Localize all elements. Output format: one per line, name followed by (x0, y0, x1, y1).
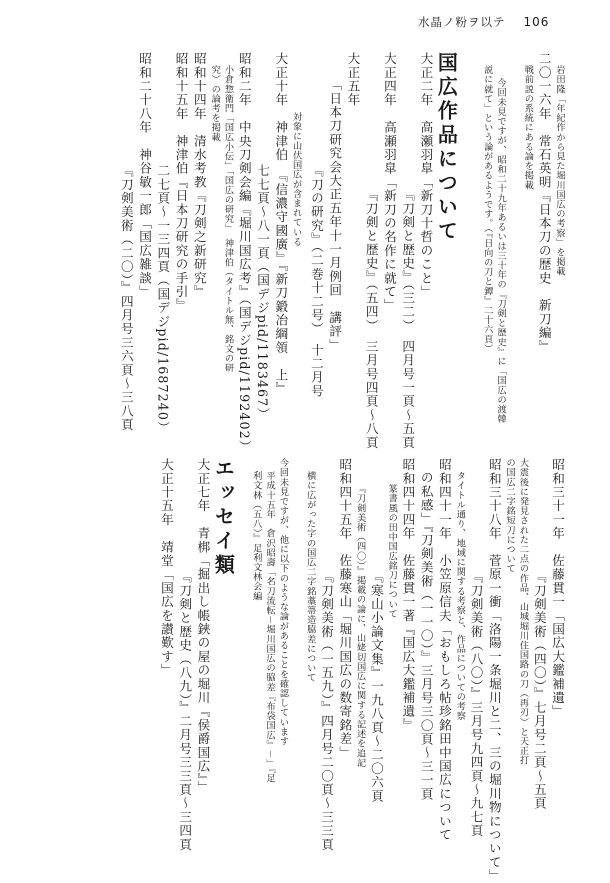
note-line: 利文林（五八）』足利文林会編 (250, 471, 262, 601)
text-line: 『刀剣と歴史』（三二） 四月号一頁～五頁 (400, 188, 416, 450)
note-line: 今回未見ですが、他に以下のような論があることを確認しています (277, 458, 289, 746)
text-line: 大正五年 (345, 52, 361, 107)
text-line: 「日本刀研究会大正五年十一月例回 講評」 (327, 78, 343, 352)
text-line: 大正十年 神津伯 『信濃守國廣』『新刀鍛冶綱領 上』 (273, 52, 289, 396)
section-heading: 国広作品について (434, 52, 459, 244)
text-line: 七七頁～八一頁（国デジpid/1183467） (255, 164, 271, 421)
note-line: 横に広がった字の国広二字銘藁箒造脇差について (304, 471, 316, 683)
page-number: 106 (523, 15, 550, 29)
text-line: 昭和三十一年 佐藤貫一「国広大鑑補遺」 (550, 458, 565, 719)
text-line: 『刀剣美術（二〇）』四月号三六頁～三八頁 (118, 164, 134, 432)
text-line: 昭和四十一年 小笠原信夫「おもしろ帖珍銘田中国広について (436, 458, 452, 842)
text-line: 昭和十五年 神津伯『日本刀研究の手引』 (173, 52, 189, 313)
text-line: 大正十五年 靖堂「国広を讃歎す」 (158, 458, 174, 678)
running-title: 水晶ノ粉ヲ以テ (418, 15, 506, 29)
text-line: 『刀剣美術（一五九）』四月号二〇頁～三三頁 (319, 570, 335, 852)
text-line: 大正二年 高瀬羽皐「新刀十哲のこと」 (418, 52, 434, 299)
bottom-text-block (70, 458, 566, 883)
note-line: 今回未見ですが、昭和二十九年あるいは三十年の『刀剣と歴史』に「国広の渡韓 (495, 78, 507, 424)
text-line: 昭和四十五年 佐藤寒山「堀川国広の数寄銘差」 (337, 458, 353, 760)
note-line: 平成十五年 倉沢昭壽「名刀流転－堀川国広の脇差『布袋国広』－」『足 (264, 471, 276, 784)
text-line: 『刀剣と歴史』（五四） 三月号四頁～八頁 (363, 188, 379, 450)
text-line: 二〇一六年 常石英明『日本刀の歴史 新刀編』 (536, 52, 552, 354)
note-line: 対象に山伏国広が含まれている (290, 112, 302, 247)
text-line: 『刀剣美術（四〇）』七月号二頁～五頁 (531, 570, 547, 811)
text-line: 大正四年 高瀬羽皐「新刀の名作に就て」 (381, 52, 397, 313)
note-line: 岩田隆「年紀作から見た堀川国広の考察」を掲載 (554, 65, 565, 277)
text-line: 昭和三十八年 菅原一衝「洛陽一条堀川と二、三の堀川物について」 (486, 458, 502, 883)
note-line: 説に就て」という論があるようです。（『日向の刀と鐔』二十六頁） (481, 65, 493, 354)
text-line: 二七頁～一三四頁（国デジpid/1687240） (155, 164, 171, 435)
note-line: 究）の論考を掲載 (209, 65, 221, 142)
text-line: 『刀剣美術（八〇）』三月号九四頁～九七頁 (468, 570, 484, 838)
text-line: 昭和二十八年 神谷敏一郎「国広雑談」 (137, 52, 153, 299)
note-line: 篆書風の田中国広銘刀について (386, 484, 398, 619)
text-line: の私感」『刀剣美術（一一〇）』三月号三〇頁～三一頁 (418, 471, 434, 801)
note-line: タイトル通り、地域に関する考察と、作品についての考察 (454, 471, 466, 721)
text-line: 大正七年 青梆「掘出し帳鋏の屋の堀川『侯爵国広』」 (195, 458, 211, 795)
page-header (418, 14, 549, 30)
text-line: 『寒山小論文集』一九八頁～二〇六頁 (368, 570, 384, 803)
top-text-block (70, 52, 566, 454)
text-line: 昭和十四年 清水考教『刀剣之新研究』 (191, 52, 207, 299)
note-line: 小倉惣衛門「国広小伝」「国広の研究」 神津伯（タイトル無、銘文の研 (222, 65, 234, 373)
note-line: 戦前説の系統にある論を掲載 (522, 65, 534, 190)
note-line: の国広二字銘短刀について (504, 458, 516, 574)
note-line: 大震後に発見された二点の作品、山城堀川住国路の刀（再刃）と天正打 (517, 458, 529, 766)
text-line: 『刀の研究』（二巻十二号） 十二月号 (308, 164, 324, 398)
section-heading: エッセイ類 (211, 458, 236, 578)
text-line: 昭和四十四年 佐藤貫一著『国広大鑑補遺』 (400, 458, 416, 732)
text-line: 『刀剣と歴史（八九）』二月号三三頁～三四頁 (177, 570, 193, 852)
text-line: 昭和二年 中央刀剣会編『堀川国広考』（国デジpid/1192402） (236, 52, 252, 454)
note-line: 『刀剣美術（四〇）』掲載の論に、山姥切国広に関する記述を追記 (354, 484, 366, 768)
